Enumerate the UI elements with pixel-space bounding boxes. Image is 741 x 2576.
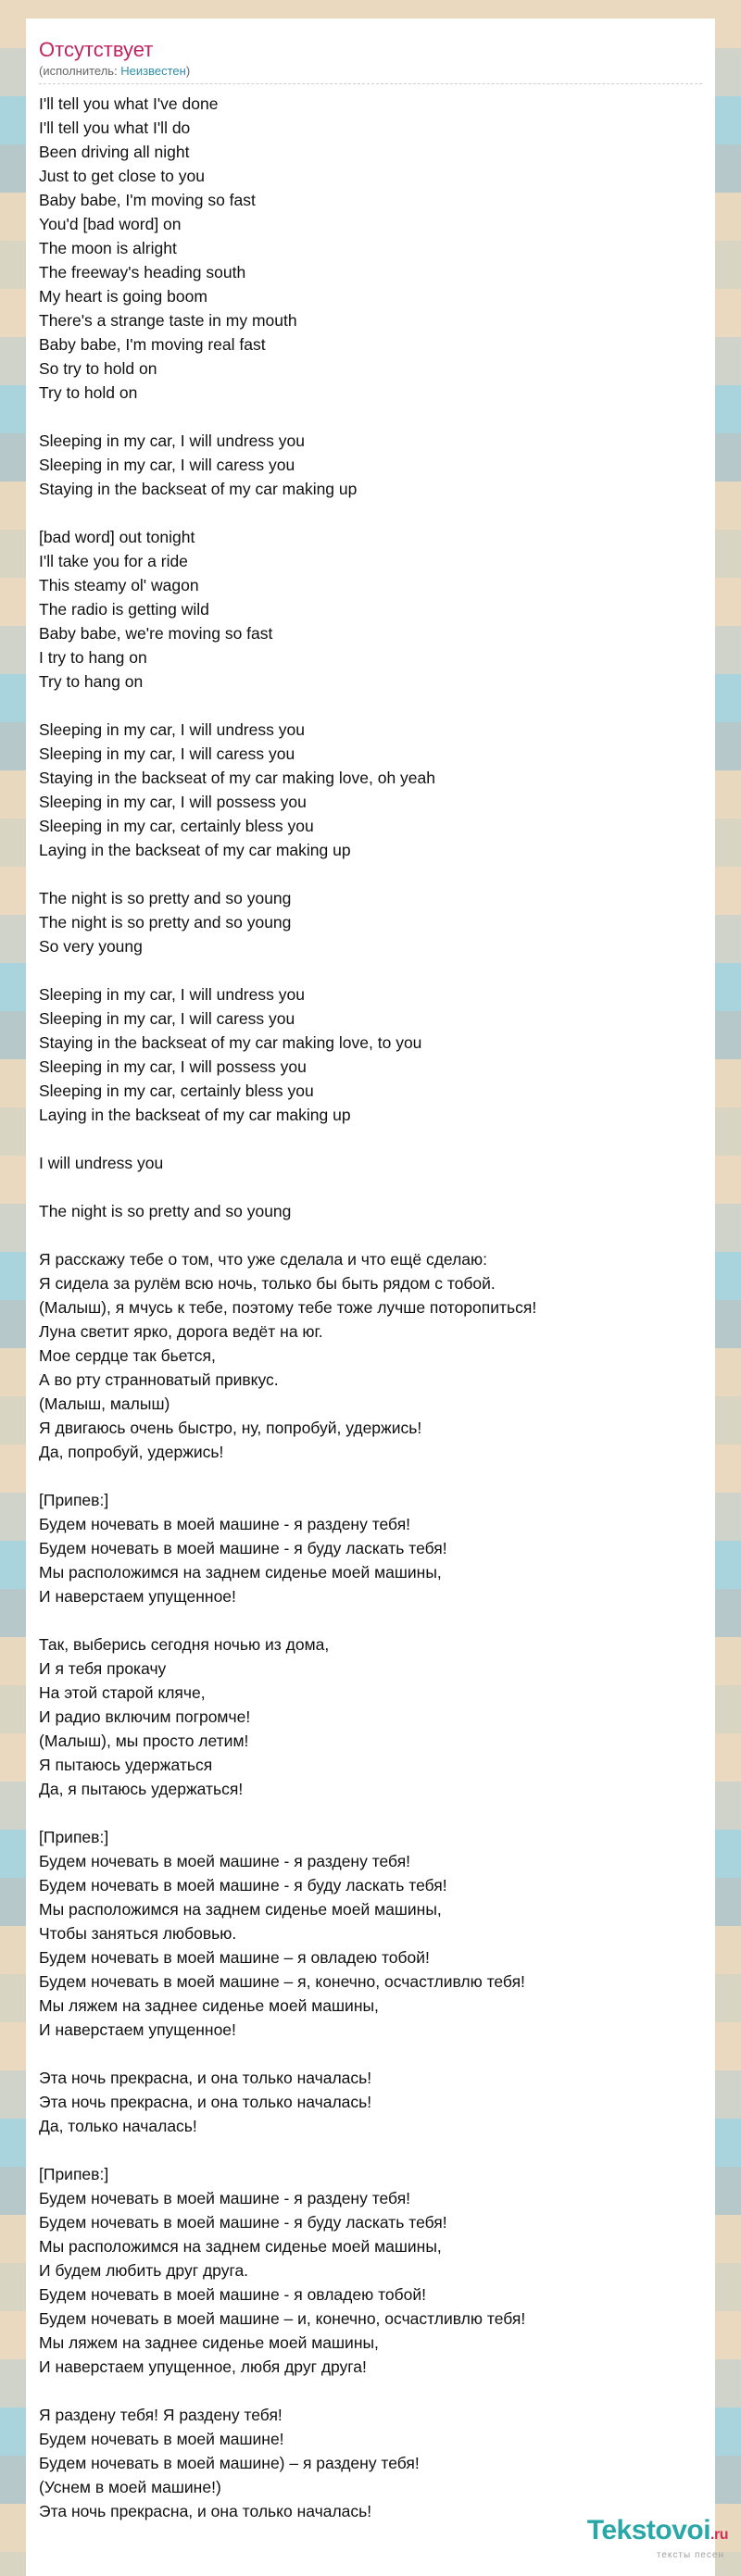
lyric-line: There's a strange taste in my mouth xyxy=(39,311,297,330)
lyric-line: Baby babe, we're moving so fast xyxy=(39,624,273,643)
lyric-line: The radio is getting wild xyxy=(39,600,209,619)
artist-link[interactable]: Неизвестен xyxy=(120,64,186,78)
artist-line xyxy=(39,63,702,84)
lyric-line: Будем ночевать в моей машине - я буду ласкать тебя! xyxy=(39,1539,447,1557)
lyric-line: Будем ночевать в моей машине - я раздену тебя! xyxy=(39,1852,411,1870)
lyric-line: И радио включим погромче! xyxy=(39,1707,251,1726)
lyric-line: Staying in the backseat of my car making love, oh yeah xyxy=(39,769,436,787)
lyric-line: This steamy ol' wagon xyxy=(39,576,199,594)
lyric-line: Laying in the backseat of my car making up xyxy=(39,1106,351,1124)
lyric-line: Эта ночь прекрасна, и она только началась! xyxy=(39,2069,372,2087)
lyric-line: The night is so pretty and so young xyxy=(39,1202,292,1220)
lyric-line: (Малыш), я мчусь к тебе, поэтому тебе тоже лучше поторопиться! xyxy=(39,1298,537,1317)
lyric-line: Будем ночевать в моей машине - я буду ласкать тебя! xyxy=(39,2213,447,2232)
logo-tagline: тексты песен xyxy=(656,2550,724,2560)
lyric-line: So very young xyxy=(39,937,143,956)
lyric-blank-line xyxy=(39,1608,702,1632)
lyric-line: А во рту странноватый привкус. xyxy=(39,1370,279,1389)
lyric-line: Мое сердце так бьется, xyxy=(39,1346,216,1365)
lyric-line: Чтобы заняться любовью. xyxy=(39,1924,237,1943)
lyric-blank-line xyxy=(39,501,702,525)
lyric-line: I will undress you xyxy=(39,1154,164,1172)
lyric-line: [Припев:] xyxy=(39,1491,109,1509)
lyric-line: I'll tell you what I've done xyxy=(39,94,219,113)
lyric-blank-line xyxy=(39,958,702,982)
logo-name: Tekstovoi xyxy=(586,2515,711,2545)
lyric-line: Sleeping in my car, I will caress you xyxy=(39,456,295,474)
lyric-line: Мы ляжем на заднее сиденье моей машины, xyxy=(39,1996,379,2015)
lyric-line: Да, попробуй, удержись! xyxy=(39,1443,224,1461)
lyric-line: Try to hang on xyxy=(39,672,144,691)
lyric-line: Sleeping in my car, I will caress you xyxy=(39,744,295,763)
lyric-line: И наверстаем упущенное! xyxy=(39,1587,236,1606)
lyric-line: Эта ночь прекрасна, и она только началась! xyxy=(39,2093,372,2111)
lyric-line: Будем ночевать в моей машине – я овладею тобой! xyxy=(39,1948,430,1967)
lyric-line: The moon is alright xyxy=(39,239,177,257)
lyric-line: Staying in the backseat of my car making love, to you xyxy=(39,1033,422,1052)
lyric-line: Так, выберись сегодня ночью из дома, xyxy=(39,1635,330,1654)
lyric-line: Да, только началась! xyxy=(39,2117,197,2135)
lyric-line: Sleeping in my car, I will caress you xyxy=(39,1009,295,1028)
lyric-line: (Малыш, малыш) xyxy=(39,1394,170,1413)
lyric-line: Да, я пытаюсь удержаться! xyxy=(39,1780,244,1798)
lyric-line: Sleeping in my car, I will undress you xyxy=(39,720,305,739)
lyric-line: Эта ночь прекрасна, и она только началась! xyxy=(39,2502,372,2520)
lyric-line: Just to get close to you xyxy=(39,167,205,185)
lyric-line: Мы расположимся на заднем сиденье моей машины, xyxy=(39,1900,442,1919)
lyric-line: Я пытаюсь удержаться xyxy=(39,1756,213,1774)
lyric-line: Staying in the backseat of my car making up xyxy=(39,480,358,498)
lyric-line: Sleeping in my car, I will possess you xyxy=(39,793,307,811)
lyric-line: [bad word] out tonight xyxy=(39,528,195,546)
lyric-blank-line xyxy=(39,2042,702,2066)
lyrics-card xyxy=(26,19,715,2576)
lyric-blank-line xyxy=(39,1464,702,1488)
lyric-blank-line xyxy=(39,2379,702,2403)
lyric-line: Будем ночевать в моей машине - я буду ласкать тебя! xyxy=(39,1876,447,1894)
lyric-line: Будем ночевать в моей машине – я, конечно, осчастливлю тебя! xyxy=(39,1972,525,1991)
lyric-line: И наверстаем упущенное! xyxy=(39,2020,236,2039)
song-title: Отсутствует xyxy=(39,38,154,61)
lyric-blank-line xyxy=(39,1223,702,1247)
lyric-line: Try to hold on xyxy=(39,383,138,402)
lyric-line: You'd [bad word] on xyxy=(39,215,182,233)
lyric-line: Я сидела за рулём всю ночь, только бы быть рядом с тобой. xyxy=(39,1274,496,1293)
lyric-line: Луна светит ярко, дорога ведёт на юг. xyxy=(39,1322,323,1341)
lyric-line: (Уснем в моей машине!) xyxy=(39,2478,221,2496)
lyric-line: Baby babe, I'm moving so fast xyxy=(39,191,256,209)
lyric-line: [Припев:] xyxy=(39,2165,109,2183)
lyric-line: И будем любить друг друга. xyxy=(39,2261,249,2280)
lyric-blank-line xyxy=(39,1801,702,1825)
lyric-line: Sleeping in my car, I will undress you xyxy=(39,431,305,450)
lyric-blank-line xyxy=(39,405,702,429)
lyric-line: Sleeping in my car, certainly bless you xyxy=(39,817,314,835)
lyric-blank-line xyxy=(39,1175,702,1199)
site-logo[interactable] xyxy=(587,2516,728,2561)
lyric-line: Я двигаюсь очень быстро, ну, попробуй, удержись! xyxy=(39,1419,422,1437)
lyric-line: I try to hang on xyxy=(39,648,147,667)
lyric-line: На этой старой кляче, xyxy=(39,1683,206,1702)
lyric-line: Sleeping in my car, I will possess you xyxy=(39,1057,307,1076)
lyric-line: (Малыш), мы просто летим! xyxy=(39,1732,249,1750)
lyric-line: The freeway's heading south xyxy=(39,263,246,281)
logo-tld: .ru xyxy=(710,2527,728,2543)
lyric-line: Будем ночевать в моей машине! xyxy=(39,2430,284,2448)
lyric-line: [Припев:] xyxy=(39,1828,109,1846)
logo-wordmark xyxy=(587,2516,728,2550)
lyric-line: My heart is going boom xyxy=(39,287,207,306)
lyric-line: Я расскажу тебе о том, что уже сделала и что ещё сделаю: xyxy=(39,1250,488,1269)
lyric-line: Laying in the backseat of my car making up xyxy=(39,841,351,859)
lyric-line: И я тебя прокачу xyxy=(39,1659,167,1678)
lyric-blank-line xyxy=(39,1127,702,1151)
lyric-line: Будем ночевать в моей машине) – я раздену тебя! xyxy=(39,2454,420,2472)
lyric-line: Будем ночевать в моей машине - я раздену тебя! xyxy=(39,2189,411,2207)
lyric-line: И наверстаем упущенное, любя друг друга! xyxy=(39,2357,367,2376)
artist-suffix: ) xyxy=(185,64,191,78)
lyric-line: So try to hold on xyxy=(39,359,157,378)
lyric-line: Мы ляжем на заднее сиденье моей машины, xyxy=(39,2333,379,2352)
lyric-line: Будем ночевать в моей машине – и, конечно, осчастливлю тебя! xyxy=(39,2309,526,2328)
lyric-line: The night is so pretty and so young xyxy=(39,913,292,932)
lyric-line: Been driving all night xyxy=(39,143,190,161)
lyric-line: I'll tell you what I'll do xyxy=(39,119,191,137)
artist-prefix: (исполнитель: xyxy=(39,64,121,78)
lyric-line: Я раздену тебя! Я раздену тебя! xyxy=(39,2406,283,2424)
lyric-line: Sleeping in my car, I will undress you xyxy=(39,985,305,1004)
lyric-blank-line xyxy=(39,862,702,886)
lyric-line: The night is so pretty and so young xyxy=(39,889,292,907)
lyric-line: Baby babe, I'm moving real fast xyxy=(39,335,266,354)
lyric-blank-line xyxy=(39,2138,702,2162)
lyric-blank-line xyxy=(39,694,702,718)
lyric-line: Sleeping in my car, certainly bless you xyxy=(39,1082,314,1100)
lyrics-body xyxy=(39,92,702,2523)
lyric-line: Будем ночевать в моей машине - я раздену тебя! xyxy=(39,1515,411,1533)
lyric-line: Будем ночевать в моей машине - я овладею тобой! xyxy=(39,2285,427,2304)
lyric-line: Мы расположимся на заднем сиденье моей машины, xyxy=(39,1563,442,1582)
lyric-line: Мы расположимся на заднем сиденье моей машины, xyxy=(39,2237,442,2256)
lyric-line: I'll take you for a ride xyxy=(39,552,188,570)
